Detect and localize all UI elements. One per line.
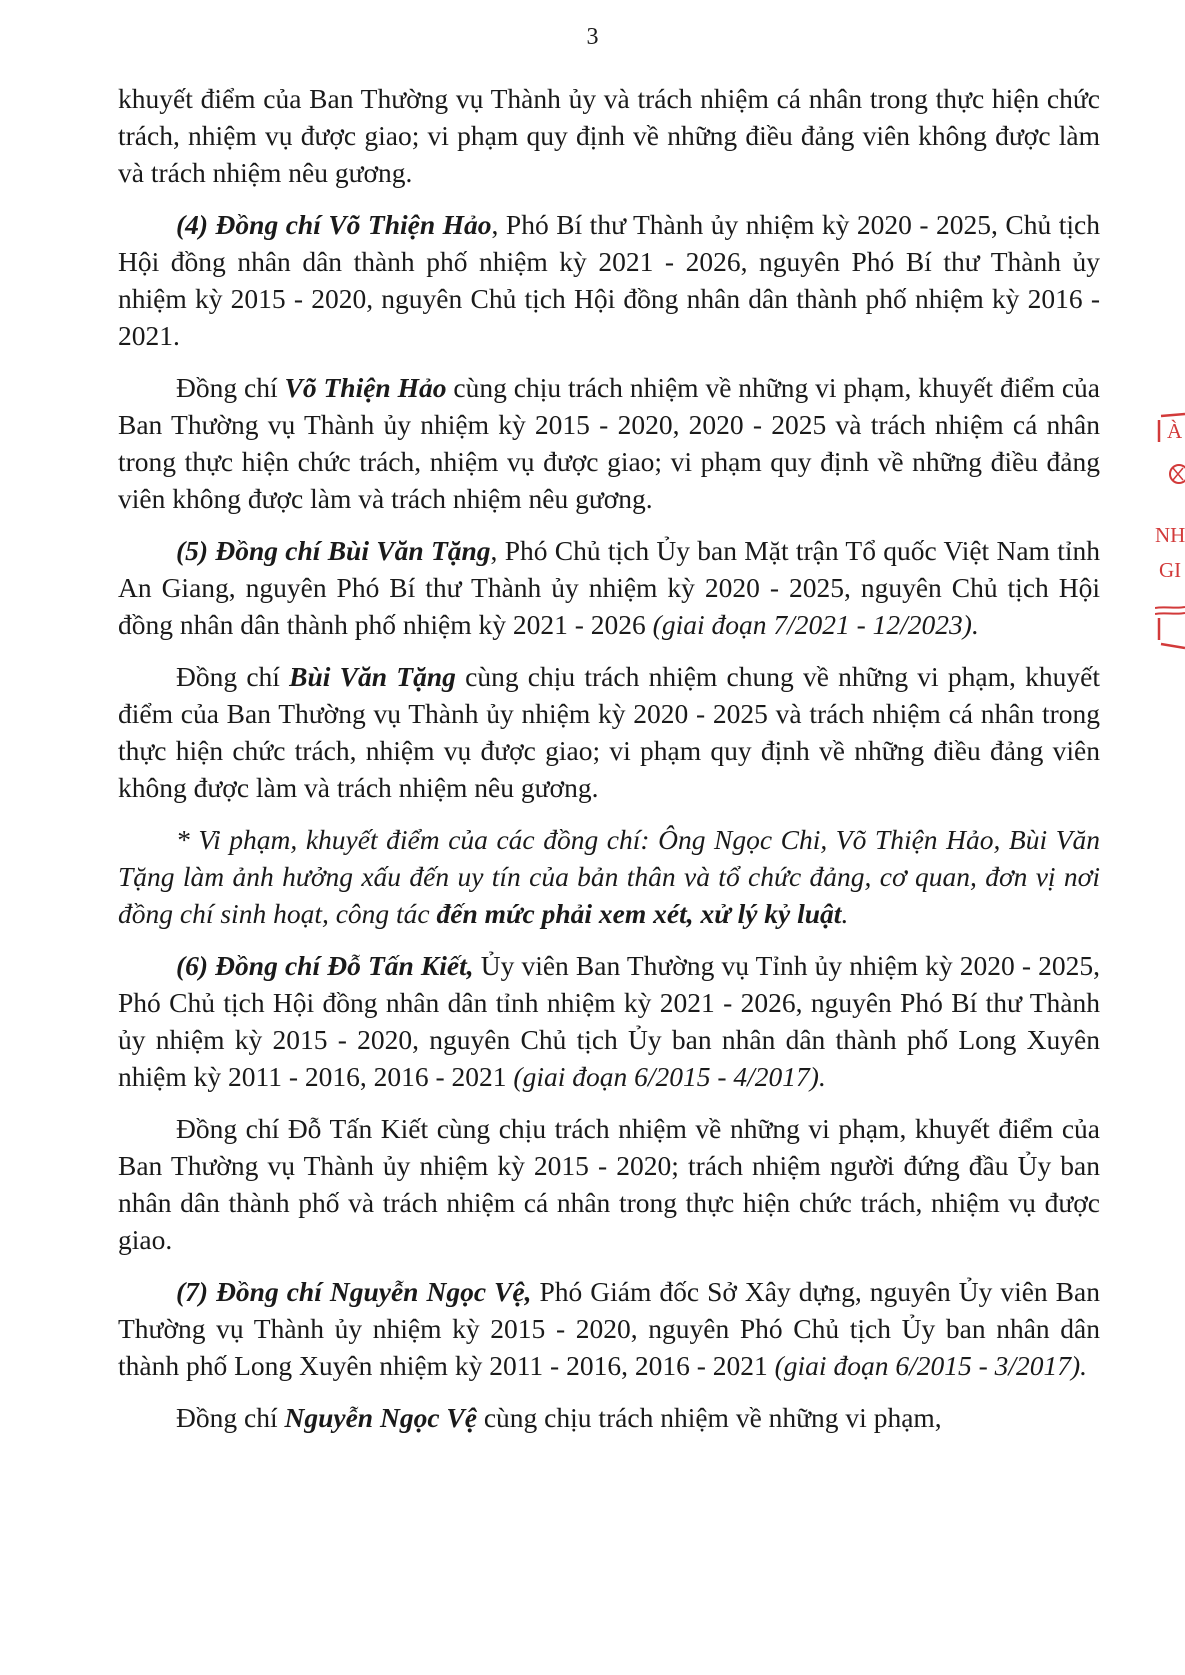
person-heading: (4) Đồng chí Võ Thiện Hảo [176, 209, 492, 240]
stamp-letters-gi: GI [1159, 558, 1182, 582]
period-note: (giai đoạn 6/2015 - 4/2017). [513, 1061, 826, 1092]
text-run: Đồng chí [176, 1402, 285, 1433]
text-run: Đồng chí Đỗ Tấn Kiết cùng chịu trách nhiệm về những vi phạm, khuyết điểm của Ban Thường vụ Thành ủy nhiệm kỳ 2015 - 2020; trách nhiệm người đứng đầu Ủy ban nhân dân thành phố và trách nhiệm cá nhân trong thực hiện chức trách, nhiệm vụ được giao. [118, 1113, 1100, 1255]
person-heading: (6) Đồng chí Đỗ Tấn Kiết, [176, 950, 474, 981]
document-body [118, 80, 1100, 1451]
stamp-letter-a: À [1167, 419, 1183, 443]
paragraph-8 [118, 1110, 1100, 1258]
text-run: Phó Giám đốc Sở Xây dựng, nguyên Ủy viên Ban Thường vụ Thành ủy nhiệm kỳ 2015 - 2020, nguyên Phó Chủ tịch Ủy ban nhân dân thành phố Long Xuyên nhiệm kỳ 2011 - 2016, 2016 - 2021 [118, 1276, 1100, 1381]
text-run: , Phó Bí thư Thành ủy nhiệm kỳ 2020 - 2025, Chủ tịch Hội đồng nhân dân thành phố nhiệm kỳ 2021 - 2026, nguyên Phó Bí thư Thành ủy nhiệm kỳ 2015 - 2020, nguyên Chủ tịch Hội đồng nhân dân thành phố nhiệm kỳ 2016 - 2021. [118, 209, 1100, 351]
note-text-end: . [841, 898, 849, 929]
person-name: Võ Thiện Hảo [284, 372, 447, 403]
person-heading: (5) Đồng chí Bùi Văn Tặng [176, 535, 491, 566]
person-name: Nguyễn Ngọc Vệ [284, 1402, 477, 1433]
paragraph-9 [118, 1273, 1100, 1384]
paragraph-2 [118, 206, 1100, 354]
text-run: cùng chịu trách nhiệm chung về những vi phạm, khuyết điểm của Ban Thường vụ Thành ủy nhiệm kỳ 2020 - 2025 và trách nhiệm cá nhân trong thực hiện chức trách, nhiệm vụ được giao; vi phạm quy định về những điều đảng viên không được làm và trách nhiệm nêu gương. [118, 661, 1100, 803]
seal-stamp-icon [1155, 412, 1185, 652]
paragraph-4 [118, 532, 1100, 643]
text-run: khuyết điểm của Ban Thường vụ Thành ủy và trách nhiệm cá nhân trong thực hiện chức trách, nhiệm vụ được giao; vi phạm quy định về những điều đảng viên không được làm và trách nhiệm nêu gương. [118, 83, 1100, 188]
text-run: Ủy viên Ban Thường vụ Tỉnh ủy nhiệm kỳ 2020 - 2025, Phó Chủ tịch Hội đồng nhân dân tỉnh nhiệm kỳ 2021 - 2026, nguyên Phó Bí thư Thành ủy nhiệm kỳ 2015 - 2020, nguyên Chủ tịch Ủy ban nhân dân thành phố Long Xuyên nhiệm kỳ 2011 - 2016, 2016 - 2021 [118, 950, 1100, 1092]
text-run: Đồng chí [176, 372, 285, 403]
period-note: (giai đoạn 7/2021 - 12/2023). [652, 609, 979, 640]
paragraph-1 [118, 80, 1100, 191]
text-run: cùng chịu trách nhiệm về những vi phạm, [476, 1402, 942, 1433]
period-note: (giai đoạn 6/2015 - 3/2017). [774, 1350, 1088, 1381]
seal-stamp-fragment [1155, 412, 1185, 652]
paragraph-6 [118, 821, 1100, 932]
text-run: cùng chịu trách nhiệm về những vi phạm, khuyết điểm của Ban Thường vụ Thành ủy nhiệm kỳ 2015 - 2020, 2020 - 2025 và trách nhiệm cá nhân trong thực hiện chức trách, nhiệm vụ được giao; vi phạm quy định về những điều đảng viên không được làm và trách nhiệm nêu gương. [118, 372, 1101, 514]
person-heading: (7) Đồng chí Nguyễn Ngọc Vệ, [176, 1276, 532, 1307]
stamp-letters-nh: NH [1155, 523, 1185, 547]
text-run: , Phó Chủ tịch Ủy ban Mặt trận Tổ quốc Việt Nam tỉnh An Giang, nguyên Phó Bí thư Thành ủy nhiệm kỳ 2020 - 2025, nguyên Chủ tịch Hội đồng nhân dân thành phố nhiệm kỳ 2021 - 2026 [118, 535, 1100, 640]
page-number: 3 [586, 24, 599, 50]
note-emphasis: đến mức phải xem xét, xử lý kỷ luật [436, 898, 842, 929]
paragraph-7 [118, 947, 1100, 1095]
text-run: Đồng chí [176, 661, 290, 692]
note-text: * Vi phạm, khuyết điểm của các đồng chí: Ông Ngọc Chi, Võ Thiện Hảo, Bùi Văn Tặng làm ảnh hưởng xấu đến uy tín của bản thân và tổ chức đảng, cơ quan, đơn vị nơi đồng chí sinh hoạt, công tác [118, 824, 1100, 929]
paragraph-3 [118, 369, 1100, 517]
person-name: Bùi Văn Tặng [289, 661, 456, 692]
paragraph-5 [118, 658, 1100, 806]
paragraph-10 [118, 1399, 1100, 1436]
